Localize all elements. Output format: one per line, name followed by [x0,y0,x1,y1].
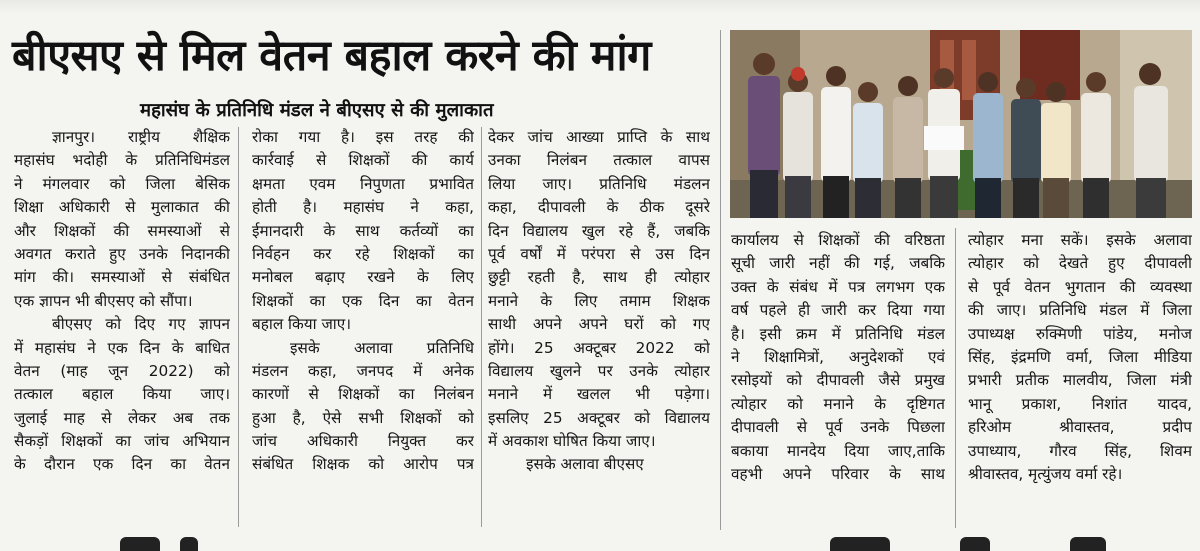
article-column-2 [252,126,474,477]
column-divider [238,127,239,527]
text-line: निर्वहन कर रहे शिक्षकों का [252,244,474,263]
article-column-5 [968,229,1192,486]
text-line: उनका निलंबन तत्काल वापस [488,151,710,170]
column-divider [955,228,956,528]
text-line: इसके अलावा प्रतिनिधि [290,338,474,357]
text-line: देकर जांच आख्या प्राप्ति के साथ [488,128,710,146]
text-line: उपाध्यक्ष रुक्मिणी पांडेय, मनोज [968,324,1192,343]
text-line: बहाल किया जाए। [252,315,352,334]
text-line: में महासंघ ने एक दिन के बाधित [14,338,230,357]
text-line: कहा, दीपावली के ठीक दूसरे [488,198,710,217]
text-line: संबंधित शिक्षक को आरोप पत्र [252,455,474,474]
text-line: उपाध्याय, गौरव सिंह, शिवम [968,441,1192,460]
text-line: इसके अलावा बीएसए [526,455,644,474]
text-line: सिंह, इंद्रमणि वर्मा, जिला मीडिया [968,347,1192,366]
text-line: की जाए। प्रतिनिधि मंडल में जिला [968,301,1192,320]
text-line: मंडलन कहा, जनपद में अनेक [252,361,474,380]
text-line: होंगे। 25 अक्टूबर 2022 को [488,338,710,357]
text-line: वेतन (माह जून 2022) को [14,361,230,380]
text-line: ने शिक्षामित्रों, अनुदेशकों एवं [731,347,945,366]
text-line: लिया जाए। प्रतिनिधि मंडलन [488,174,710,193]
text-line: के दौरान एक दिन का वेतन [14,455,230,474]
group-photo-icon [730,30,1192,218]
text-line: कार्यालय से शिक्षकों की वरिष्ठता [731,231,945,249]
top-clipped-strip [0,0,1200,14]
text-line: और शिक्षकों की समस्याओं से [14,221,230,240]
text-line: त्योहार को मनाने के दृष्टिगत [731,394,945,413]
text-line: ईमानदारी के साथ कर्तव्यों का [252,221,474,240]
text-line: जुलाई माह से लेकर अब तक [14,408,230,427]
text-line: होती है। महासंघ ने कहा, [252,198,474,217]
text-line: त्योहार मना सकें। इसके अलावा [968,231,1192,249]
text-line: में अवकाश घोषित किया जाए। [488,432,656,451]
text-line: ज्ञानपुर। राष्ट्रीय शैक्षिक [52,128,230,146]
text-line: कारणों से शिक्षकों का निलंबन [252,385,474,404]
text-line: श्रीवास्तव, मृत्युंजय वर्मा रहे। [968,464,1123,483]
subheadline: महासंघ के प्रतिनिधि मंडल ने बीएसए से की मुलाकात [140,100,494,121]
text-line: तत्काल बहाल किया जाए। [14,385,230,404]
text-line: अवगत कराते हुए उनके निदानकी [14,244,230,263]
column-divider [481,127,482,527]
text-line: मनाने के लिए तमाम शिक्षक [488,291,710,310]
text-line: त्योहार को देखते हुए दीपावली [968,254,1192,273]
text-line: महासंघ भदोही के प्रतिनिधिमंडल [14,151,230,170]
text-line: वहभी अपने परिवार के साथ [731,464,945,483]
text-line: क्षमता एवम निपुणता प्रभावित [252,174,474,193]
text-line: विद्यालय खुलने पर उनके त्योहार [488,361,710,380]
text-line: शिक्षा अधिकारी से मुलाकात की [14,198,230,217]
text-line: रसोइयों को दीपावली जैसे प्रमुख [731,371,945,390]
text-line: सूची जारी नहीं की गई, जबकि [731,254,945,273]
text-line: रोका गया है। इस तरह की [252,128,474,146]
text-line: दिन विद्यालय खुल रहे हैं, जबकि [488,221,710,240]
text-line: बीएसए को दिए गए ज्ञापन [52,315,230,334]
text-line: एक ज्ञापन भी बीएसए को सौंपा। [14,291,193,310]
text-line: साथी अपने अपने घरों को गए [488,315,710,334]
article-column-4 [731,229,945,486]
text-line: बकाया मानदेय दिया जाए,ताकि [731,441,945,460]
text-line: कार्रवाई से शिक्षकों की कार्य [252,151,474,170]
text-line: सैकड़ों शिक्षकों का जांच अभियान [14,432,230,451]
text-line: शिक्षकों का एक दिन का वेतन [252,291,474,310]
text-line: छुट्टी रहती है, साथ ही त्योहार [488,268,710,287]
text-line: ने मंगलवार को जिला बेसिक [14,174,230,193]
text-line: प्रभारी प्रतीक मालवीय, जिला मंत्री [968,371,1192,390]
group-photo [730,30,1192,218]
text-line: उक्त के संबंध में पत्र लगभग एक [731,277,945,296]
text-line: दीपावली से पूर्व उनके पिछला [731,418,945,437]
text-line: से पूर्व वेतन भुगतान की व्यवस्था [968,277,1192,296]
text-line: भानू प्रकाश, निशांत यादव, [968,394,1192,413]
text-line: मांग की। समस्याओं से संबंधित [14,268,230,287]
text-line: इसलिए 25 अक्टूबर को विद्यालय [488,408,710,427]
article-column-3 [488,126,710,477]
text-line: हुआ है, ऐसे सभी शिक्षकों को [252,408,474,427]
text-line: मनोबल बढ़ाए रखने के लिए [252,268,474,287]
article-column-1 [14,126,230,477]
text-line: जांच अधिकारी नियुक्त कर [252,432,474,451]
text-line: पूर्व वर्षों में परंपरा से उस दिन [488,244,710,263]
text-line: मनाने में खलल भी पड़ेगा। [488,385,710,404]
column-divider [720,30,721,530]
bottom-clipped-strip [0,533,1200,551]
text-line: है। इसी क्रम में प्रतिनिधि मंडल [731,324,945,343]
text-line: हरिओम श्रीवास्तव, प्रदीप [968,418,1192,437]
headline: बीएसए से मिल वेतन बहाल करने की मांग [12,31,651,81]
text-line: वर्ष पहले ही जारी कर दिया गया [731,301,945,320]
